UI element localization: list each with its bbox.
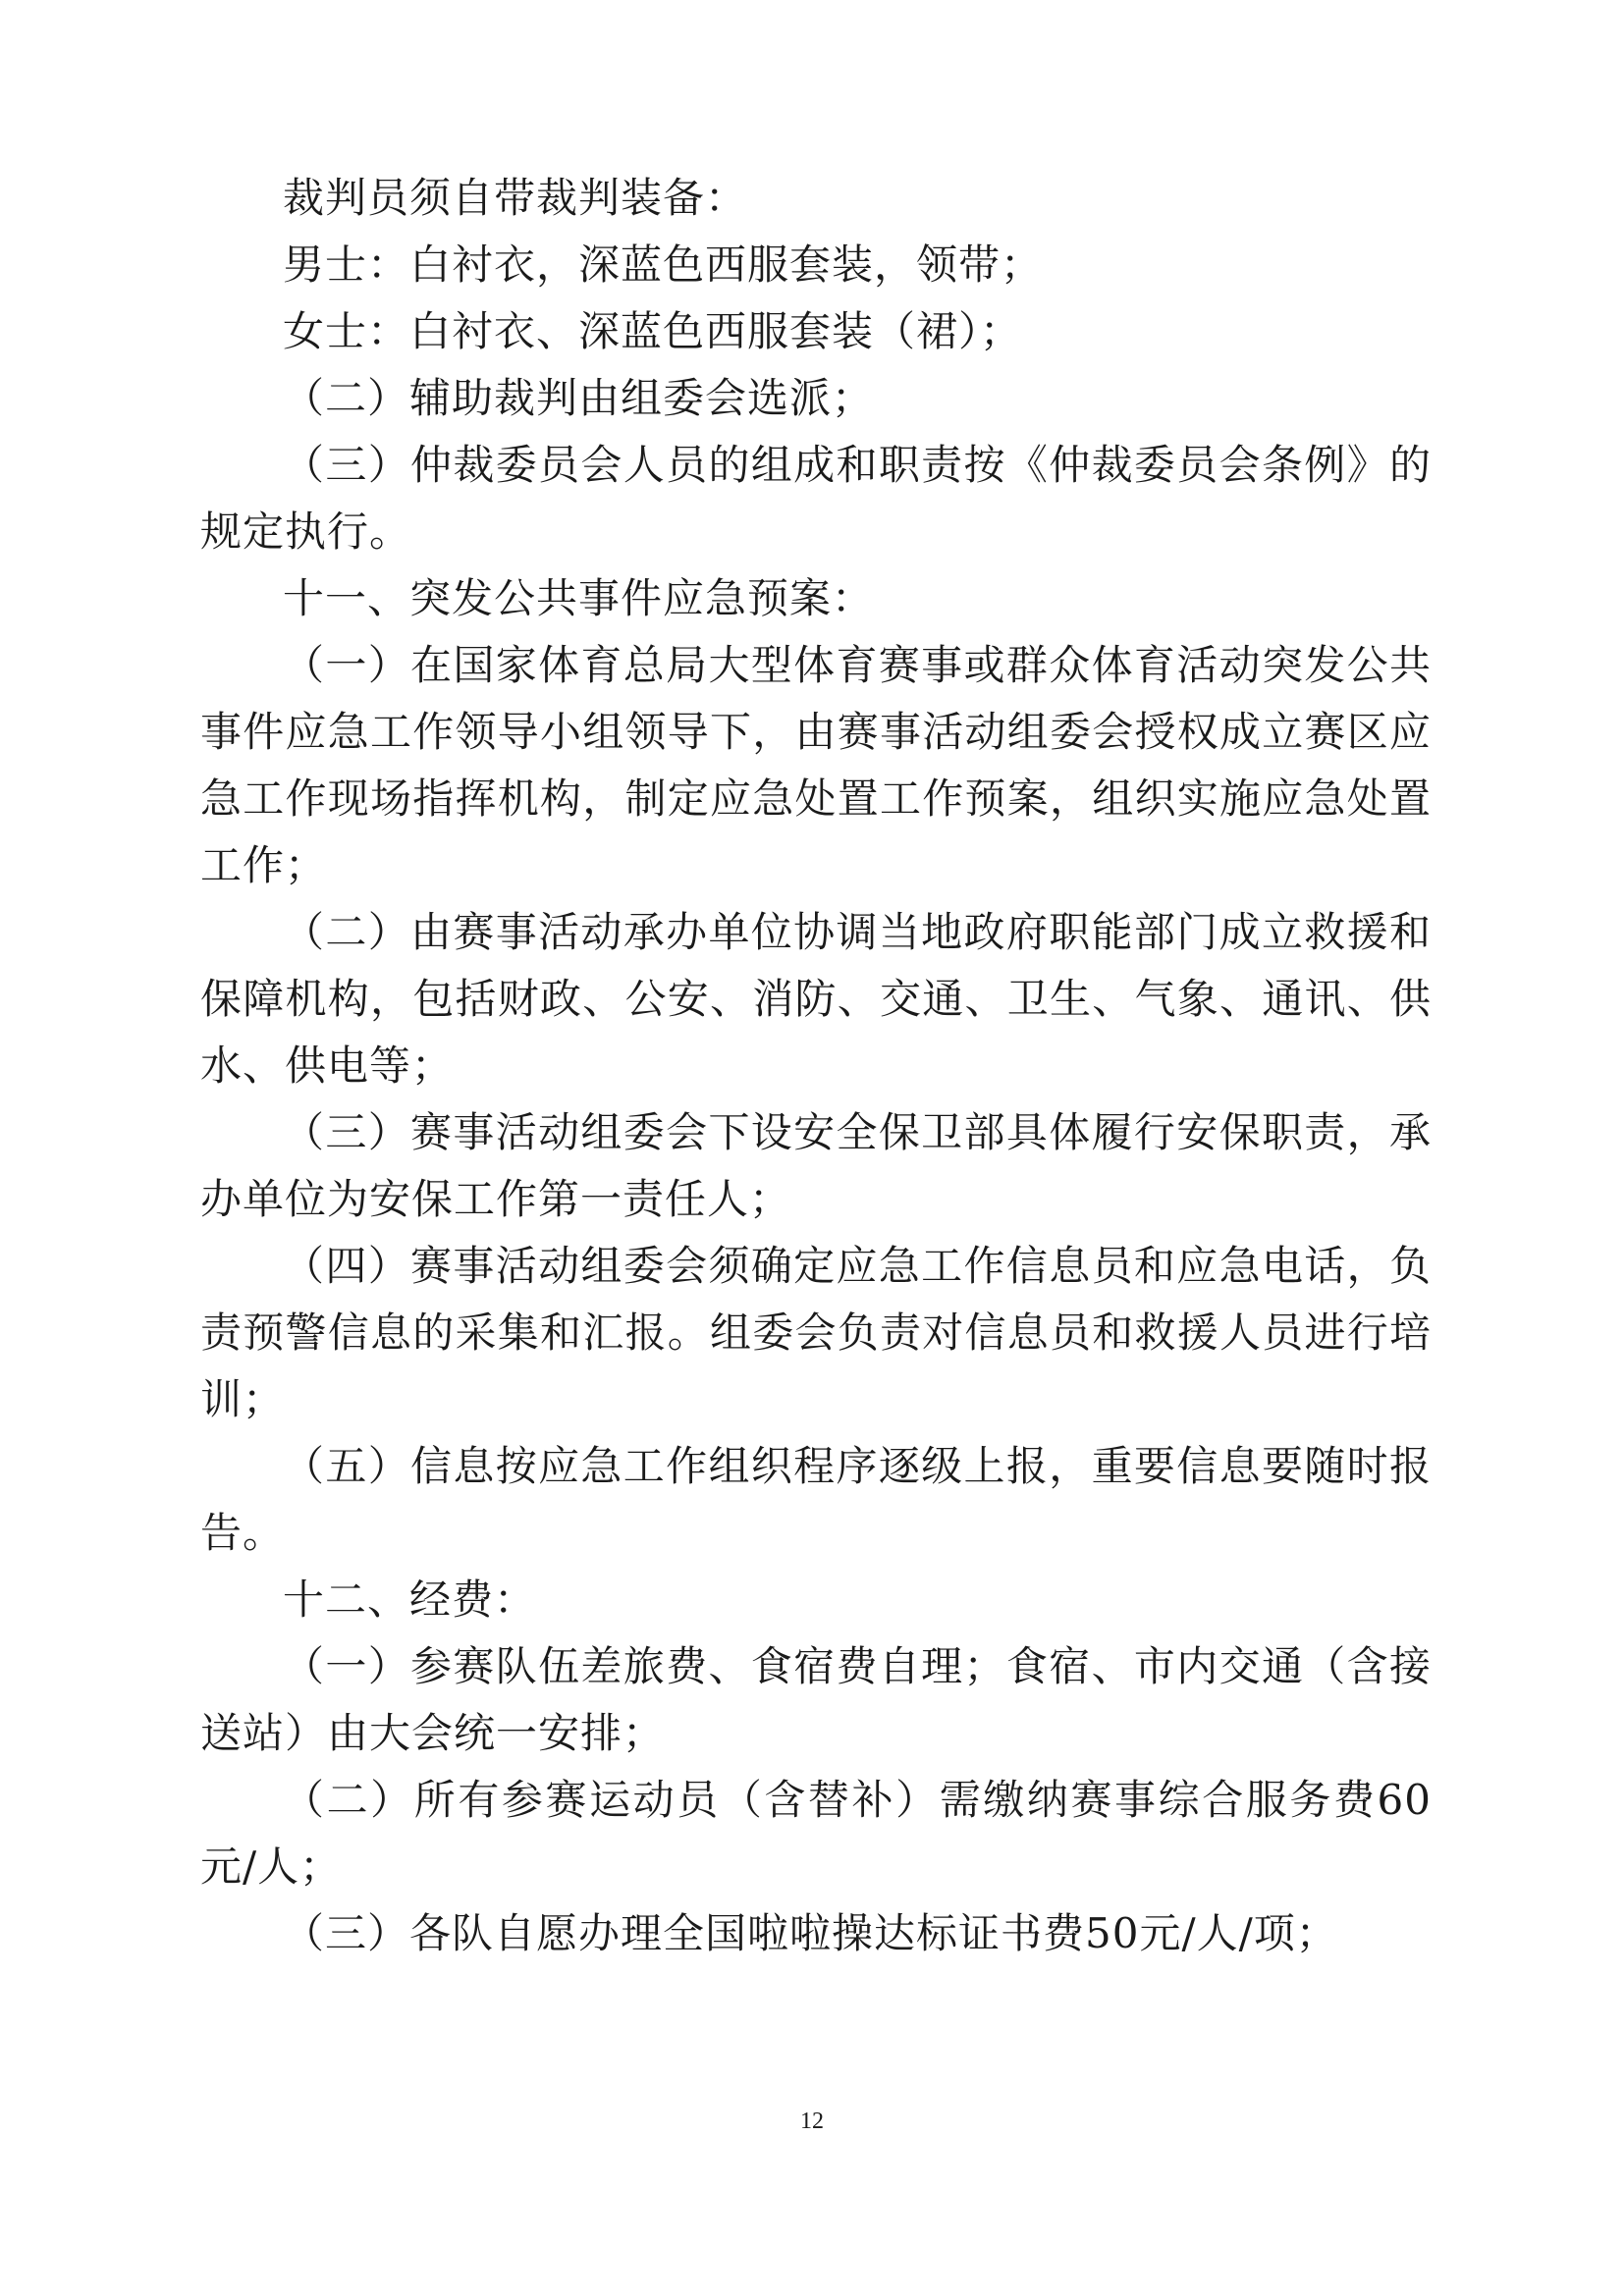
paragraph-emergency-2: （二）由赛事活动承办单位协调当地政府职能部门成立救援和保障机构，包括财政、公安、消防、交通、卫生、气象、通讯、供水、供电等； bbox=[200, 908, 1432, 1090]
paragraph-arbitration-committee: （三）仲裁委员会人员的组成和职责按《仲裁委员会条例》的规定执行。 bbox=[200, 441, 1432, 556]
page-number: 12 bbox=[800, 2109, 824, 2134]
paragraph-assistant-referee: （二）辅助裁判由组委会选派； bbox=[283, 374, 875, 422]
paragraph-emergency-5: （五）信息按应急工作组织程序逐级上报，重要信息要随时报告。 bbox=[200, 1442, 1432, 1557]
paragraph-emergency-3: （三）赛事活动组委会下设安全保卫部具体履行安保职责，承办单位为安保工作第一责任人； bbox=[200, 1108, 1432, 1223]
paragraph-emergency-1: （一）在国家体育总局大型体育赛事或群众体育活动突发公共事件应急工作领导小组领导下，由赛事活动组委会授权成立赛区应急工作现场指挥机构，制定应急处置工作预案，组织实施应急处置工作； bbox=[200, 641, 1432, 889]
paragraph-funding-2: （二）所有参赛运动员（含替补）需缴纳赛事综合服务费60元/人； bbox=[200, 1776, 1432, 1891]
paragraph-referee-equipment: 裁判员须自带裁判装备： bbox=[283, 174, 748, 222]
heading-emergency-plan: 十一、突发公共事件应急预案： bbox=[283, 574, 875, 622]
paragraph-men-dress: 男士：白衬衣，深蓝色西服套装，领带； bbox=[283, 240, 1044, 289]
paragraph-funding-1: （一）参赛队伍差旅费、食宿费自理；食宿、市内交通（含接送站）由大会统一安排； bbox=[200, 1642, 1432, 1757]
paragraph-women-dress: 女士：白衬衣、深蓝色西服套装（裙）； bbox=[283, 307, 1023, 355]
heading-funding: 十二、经费： bbox=[283, 1575, 537, 1624]
paragraph-emergency-4: （四）赛事活动组委会须确定应急工作信息员和应急电话，负责预警信息的采集和汇报。组委会负责对信息员和救援人员进行培训； bbox=[200, 1242, 1432, 1423]
paragraph-funding-3: （三）各队自愿办理全国啦啦操达标证书费50元/人/项； bbox=[283, 1909, 1338, 1957]
document-body bbox=[200, 165, 1432, 1967]
